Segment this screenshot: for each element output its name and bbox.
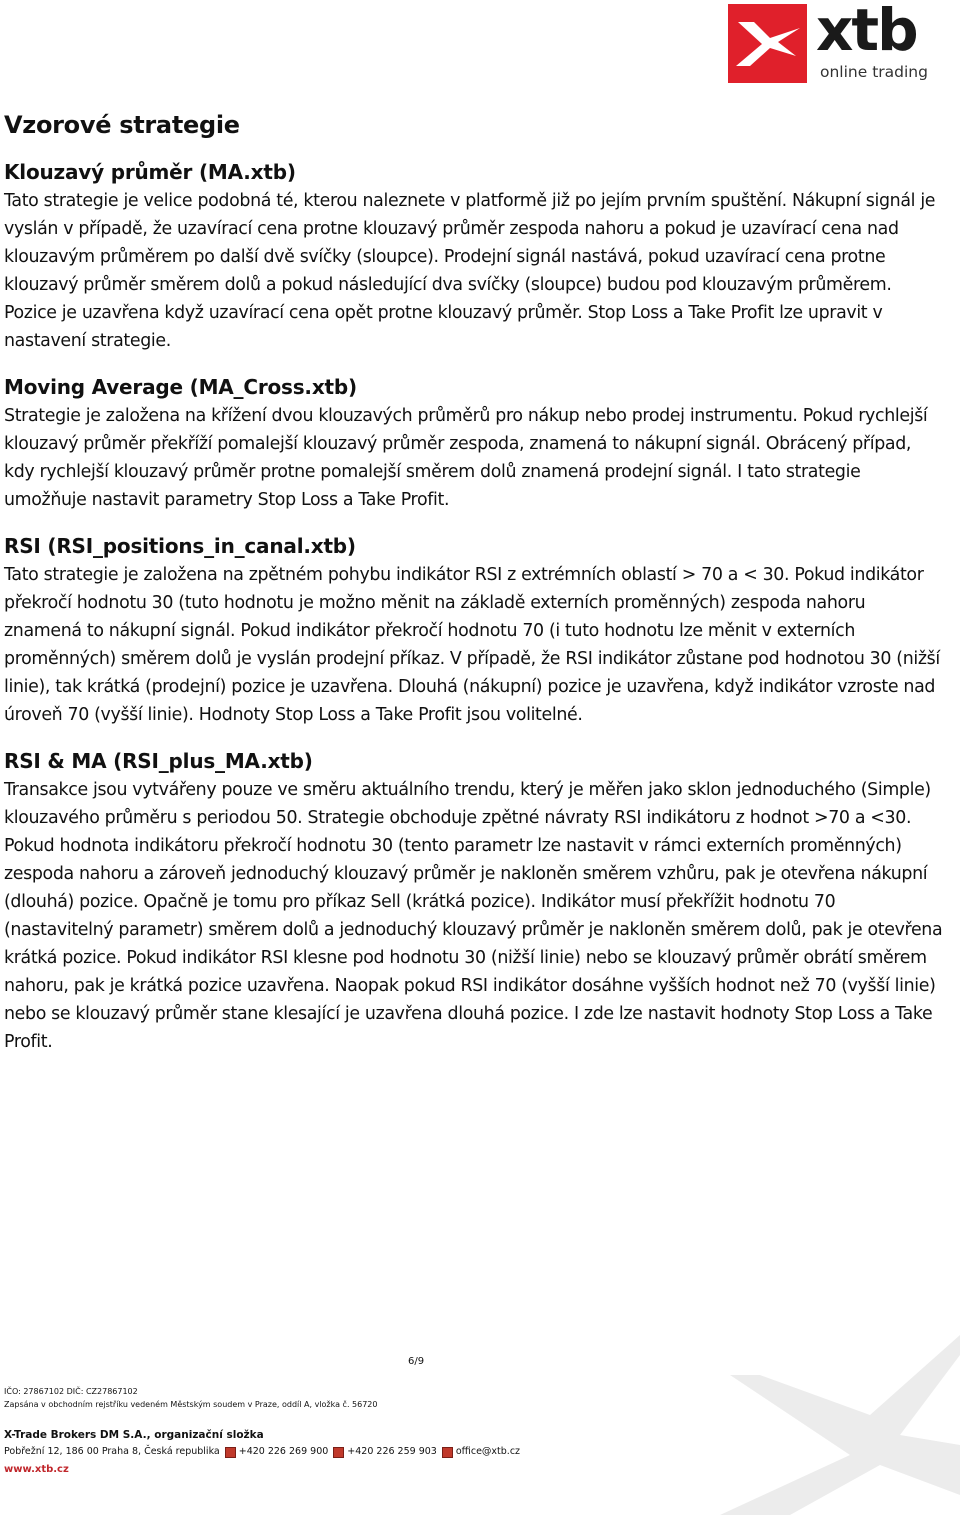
xtb-logo-tagline: online trading [820, 63, 928, 81]
section-rsi-ma [4, 746, 944, 1056]
section-heading: RSI (RSI_positions_in_canal.xtb) [4, 534, 356, 558]
section-heading: RSI & MA (RSI_plus_MA.xtb) [4, 749, 313, 773]
footer-email[interactable]: office@xtb.cz [455, 1446, 521, 1457]
section-text: Strategie je založena na křížení dvou klouzavých průměrů pro nákup nebo prodej instrumentu. Pokud rychlejší klouzavý průměr překříží pomalejší klouzavý průměr zespoda, znamená to nákupní signál. Obrácený případ, kdy rychlejší klouzavý průměr protne pomalejší směrem dolů znamená prodejní signál. I tato strategie umožňuje nastavit parametry Stop Loss a Take Profit. [4, 406, 928, 510]
footer-address: Pobřežní 12, 186 00 Praha 8, Česká republika [4, 1446, 220, 1457]
document-body [4, 108, 944, 1056]
footer-company: X-Trade Brokers DM S.A., organizační složka [4, 1429, 264, 1441]
page-title: Vzorové strategie [4, 111, 240, 139]
section-rsi [4, 531, 944, 729]
email-bullet-icon [442, 1447, 453, 1458]
section-ma [4, 157, 944, 355]
section-heading: Moving Average (MA_Cross.xtb) [4, 375, 357, 399]
phone-bullet-icon [225, 1447, 236, 1458]
section-ma-cross [4, 372, 944, 514]
section-text: Transakce jsou vytvářeny pouze ve směru aktuálního trendu, který je měřen jako sklon jednoduchého (Simple) klouzavého průměru s periodou 50. Strategie obchoduje zpětné návraty RSI indikátoru z hodnot >70 a <30. Pokud hodnota indikátoru překročí hodnotu 30 (tento parametr lze nastavit v rámci externích proměnných) zespoda nahoru a zároveň jednoduchý klouzavý průměr je nakloněn směrem vzhůru, pak je otevřena nákupní (dlouhá) pozice. Opačně je tomu pro příkaz Sell (krátká pozice). Indikátor musí překřížit hodnotu 70 (nastavitelný parametr) směrem dolů a jednoduchý klouzavý průměr je nakloněn směrem dolů, pak je otevřena krátká pozice. Pokud indikátor RSI klesne pod hodnotu 30 (nižší linie) nebo se klouzavý průměr obrátí směrem nahoru, pak je krátká pozice uzavřena. Naopak pokud RSI indikátor dosáhne vyšších hodnot než 70 (vyšší linie) nebo se klouzavý průměr stane klesající je uzavřena dlouhá pozice. I zde lze nastavit hodnoty Stop Loss a Take Profit. [4, 780, 943, 1052]
section-text: Tato strategie je velice podobná té, kterou naleznete v platformě již po jejím prvním spuštění. Nákupní signál je vyslán v případě, že uzavírací cena protne klouzavý průměr zespoda nahoru a pokud je uzavírací cena nad klouzavým průměrem po další dvě svíčky (sloupce). Prodejní signál nastává, pokud uzavírací cena protne klouzavý průměr směrem dolů a pokud následující dva svíčky (sloupce) budou pod klouzavým průměrem. Pozice je uzavřena když uzavírací cena opět protne klouzavý průměr. Stop Loss a Take Profit lze upravit v nastavení strategie. [4, 191, 936, 351]
decorative-watermark-icon [700, 1335, 960, 1515]
section-heading: Klouzavý průměr (MA.xtb) [4, 160, 296, 184]
section-text: Tato strategie je založena na zpětném pohybu indikátor RSI z extrémních oblastí > 70 a < 30. Pokud indikátor překročí hodnotu 30 (tuto hodnotu je možno měnit na základě externích proměnných) zespoda nahoru znamená to nákupní signál. Pokud indikátor překročí hodnotu 70 (i tuto hodnotu lze měnit v externích proměnných) směrem dolů je vyslán prodejní příkaz. V případě, že RSI indikátor zůstane pod hodnotou 30 (nižší linie), tak krátká (prodejní) pozice je uzavřena. Dlouhá (nákupní) pozice je uzavřena, když indikátor vzroste nad úroveň 70 (vyšší linie). Hodnoty Stop Loss a Take Profit jsou volitelné. [4, 565, 940, 725]
page-number: 6/9 [408, 1356, 425, 1367]
footer-register: Zapsána v obchodním rejstříku vedeném Městským soudem v Praze, oddíl A, vložka č. 56720 [4, 1400, 378, 1409]
footer-ico: IČO: 27867102 DIČ: CZ27867102 [4, 1387, 138, 1396]
footer-fax: +420 226 259 903 [347, 1446, 437, 1457]
fax-bullet-icon [333, 1447, 344, 1458]
footer-contact-line [4, 1443, 704, 1461]
footer [4, 1385, 704, 1479]
xtb-logo-wordmark: xtb [816, 0, 917, 64]
xtb-logo-mark-icon [728, 4, 807, 83]
footer-phone: +420 226 269 900 [238, 1446, 329, 1457]
footer-web-link[interactable]: www.xtb.cz [4, 1464, 69, 1475]
xtb-logo [728, 0, 938, 84]
